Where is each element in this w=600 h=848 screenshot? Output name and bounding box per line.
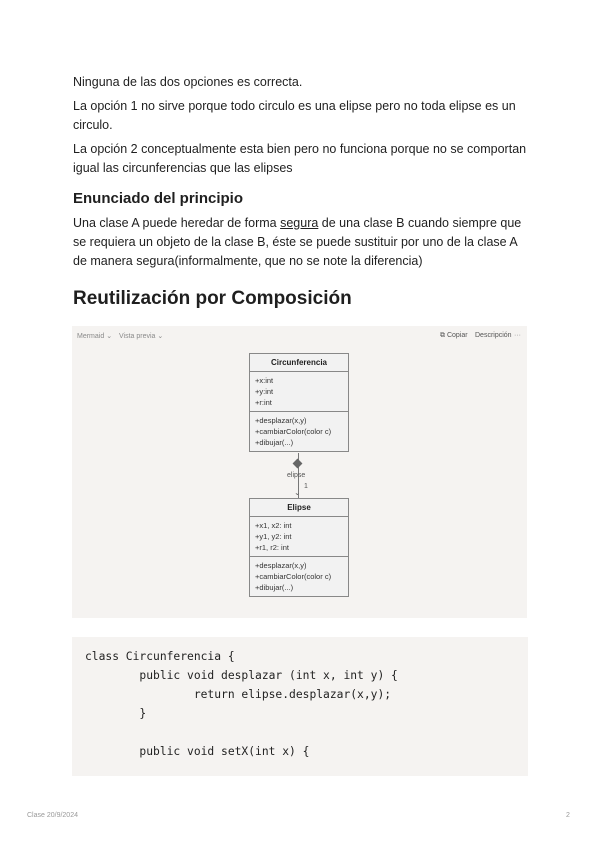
paragraph-conclusion: Ninguna de las dos opciones es correcta. [73,75,303,89]
attribute: +r:int [255,398,272,407]
principle-text-start: Una clase A puede heredar de forma [73,216,281,230]
description-button[interactable]: Descripción [475,332,512,339]
composition-diamond-icon [293,459,303,469]
relation-label: elipse [287,472,306,479]
diagram-view-select[interactable] [119,332,163,340]
diagram-mode-select[interactable] [77,332,112,340]
class-methods [250,556,348,596]
class-methods [250,411,348,451]
class-box-circunferencia [249,353,349,452]
uml-diagram [72,326,527,618]
class-name: Elipse [250,499,348,517]
attribute: +x:int [255,376,274,385]
attribute: +r1, r2: int [255,543,289,552]
code-line: } [85,707,147,720]
method: +desplazar(x,y) [255,561,307,570]
chevron-down-icon: ⌄ [106,333,113,340]
page-title: Reutilización por Composición [73,288,352,309]
diagram-view-label: Vista previa [119,333,156,340]
attribute: +y1, y2: int [255,532,292,541]
page-number: 2 [566,812,570,819]
section-heading: Enunciado del principio [73,190,244,207]
principle-underlined-word: segura [280,216,319,230]
relation-multiplicity: 1 [304,483,308,490]
paragraph-option-2: La opción 2 conceptualmente esta bien pero no funciona porque no se comportan igual las circunferencias que las elipses [73,142,527,175]
principle-paragraph [73,214,533,271]
code-line: return elipse.desplazar(x,y); [85,688,392,701]
code-line: public void setX(int x) { [85,745,310,758]
method: +cambiarColor(color c) [255,427,332,436]
diagram-mode-label: Mermaid [77,333,105,340]
class-box-elipse [249,498,349,597]
code-line: public void desplazar (int x, int y) { [85,669,398,682]
class-attributes [250,372,348,411]
code-block[interactable] [72,637,528,776]
paragraph-option-1: La opción 1 no sirve porque todo circulo es una elipse pero no toda elipse es un circulo. [73,99,516,132]
attribute: +y:int [255,387,274,396]
copy-button[interactable] [440,332,468,340]
arrowhead-icon: ⌄ [294,488,301,497]
code-line: class Circunferencia { [85,650,235,663]
principle-text-end: de una clase B cuando siempre que se requiera un objeto de la clase B, éste se puede sustituir por uno de la clase A de manera segura(informalmente, que no se note la diferencia) [73,216,522,268]
attribute: +x1, x2: int [255,521,292,530]
method: +dibujar(...) [255,583,294,592]
method: +desplazar(x,y) [255,416,307,425]
method: +cambiarColor(color c) [255,572,332,581]
method: +dibujar(...) [255,438,294,447]
chevron-down-icon: ⌄ [157,333,164,340]
copy-label: Copiar [446,332,468,339]
copy-icon: ⧉ [440,332,445,339]
class-name: Circunferencia [250,354,348,372]
class-attributes [250,517,348,556]
footer-date: Clase 20/9/2024 [27,812,78,819]
more-options-icon[interactable]: ··· [514,332,521,339]
